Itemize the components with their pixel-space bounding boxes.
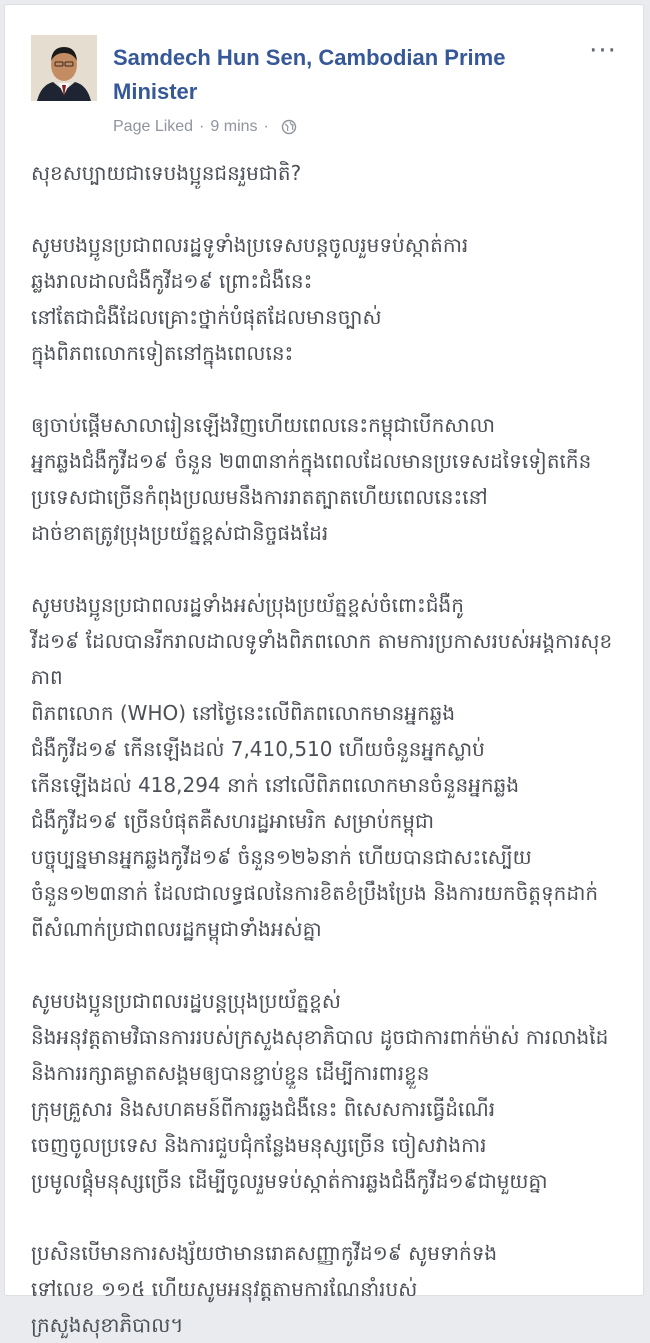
globe-icon[interactable] bbox=[281, 119, 297, 135]
post-body-text bbox=[31, 155, 621, 1343]
page-liked-status[interactable]: Page Liked bbox=[113, 118, 194, 135]
meta-separator: · bbox=[263, 118, 269, 135]
author-name-link[interactable]: Samdech Hun Sen, Cambodian Prime Minister bbox=[113, 45, 506, 104]
post-paragraph: សូមបងប្អូនប្រជាពលរដ្ឋបន្តប្រុងប្រយ័ត្នខ្ពស់ និងអនុវត្តតាមវិធានការរបស់ក្រសួងសុខាភិបាល ដូចជាការពាក់ម៉ាស់ ការលាងដៃ និងការរក្សាគម្លាតសង្គមឲ្យបានខ្ជាប់ខ្ជួន ដើម្បីការពារខ្លួន ក្រុមគ្រួសារ និងសហគមន៍ពីការឆ្លងជំងឺនេះ ពិសេសការធ្វើដំណើរ ចេញចូលប្រទេស និងការជួបជុំកន្លែងមនុស្សច្រើន ចៀសវាងការ ប្រមូលផ្តុំមនុស្សច្រើន ដើម្បីចូលរួមទប់ស្កាត់ការឆ្លងជំងឺកូវីដ១៩ជាមួយគ្នា bbox=[31, 989, 609, 1193]
meta-separator: · bbox=[199, 118, 205, 135]
post-paragraph: សុខសប្បាយជាទេបងប្អូនជនរួមជាតិ? bbox=[31, 161, 302, 185]
post-meta bbox=[113, 115, 297, 139]
author-avatar[interactable] bbox=[31, 35, 97, 101]
post-paragraph: ប្រសិនបើមានការសង្ស័យថាមានរោគសញ្ញាកូវីដ១៩ សូមទាក់ទង ទៅលេខ ១១៥ ហើយសូមអនុវត្តតាមការណែនាំរបស់ ក្រសួងសុខាភិបាល។ bbox=[31, 1241, 498, 1337]
post-paragraph: ឲ្យចាប់ផ្តើមសាលារៀនឡើងវិញហើយពេលនេះកម្ពុជាបើកសាលា អ្នកឆ្លងជំងឺកូវីដ១៩ ចំនួន ២៣៣នាក់ក្នុងពេលដែលមានប្រទេសដទៃទៀតកើន ប្រទេសជាច្រើនកំពុងប្រឈមនឹងការរាតត្បាតហើយពេលនេះនៅ ដាច់ខាតត្រូវប្រុងប្រយ័ត្នខ្ពស់ជានិច្ចផងដែរ bbox=[31, 413, 592, 545]
post-timestamp[interactable]: 9 mins bbox=[210, 118, 258, 135]
post-header bbox=[5, 5, 643, 135]
post-paragraph: សូមបងប្អូនប្រជាពលរដ្ឋទាំងអស់ប្រុងប្រយ័ត្នខ្ពស់ចំពោះជំងឺកូ វីដ១៩ ដែលបានរីករាលដាលទូទាំងពិភពលោក តាមការប្រកាសរបស់អង្គការសុខភាព ពិភពលោក (WHO) នៅថ្ងៃនេះលើពិភពលោកមានអ្នកឆ្លង ជំងឺកូវីដ១៩ កើនឡើងដល់ 7,410,510 ហើយចំនួនអ្នកស្លាប់ កើនឡើងដល់ 418,294 នាក់ នៅលើពិភពលោកមានចំនួនអ្នកឆ្លង ជំងឺកូវីដ១៩ ច្រើនបំផុតគឺសហរដ្ឋអាមេរិក សម្រាប់កម្ពុជា បច្ចុប្បន្នមានអ្នកឆ្លងកូវីដ១៩ ចំនួន១២៦នាក់ ហើយបានជាសះស្បើយ ចំនួន១២៣នាក់ ដែលជាលទ្ធផលនៃការខិតខំប្រឹងប្រែង និងការយកចិត្តទុកដាក់ ពីសំណាក់ប្រជាពលរដ្ឋកម្ពុជាទាំងអស់គ្នា bbox=[31, 593, 613, 941]
more-options-button[interactable]: ··· bbox=[589, 36, 617, 66]
post-paragraph: សូមបងប្អូនប្រជាពលរដ្ឋទូទាំងប្រទេសបន្តចូលរួមទប់ស្កាត់ការ ឆ្លងរាលដាលជំងឺកូវីដ១៩ ព្រោះជំងឺនេះ នៅតែជាជំងឺដែលគ្រោះថ្នាក់បំផុតដែលមានច្បាស់ ក្នុងពិភពលោកទៀតនៅក្នុងពេលនេះ bbox=[31, 233, 469, 365]
facebook-post-card bbox=[4, 4, 644, 1337]
avatar-portrait-icon bbox=[31, 35, 97, 101]
